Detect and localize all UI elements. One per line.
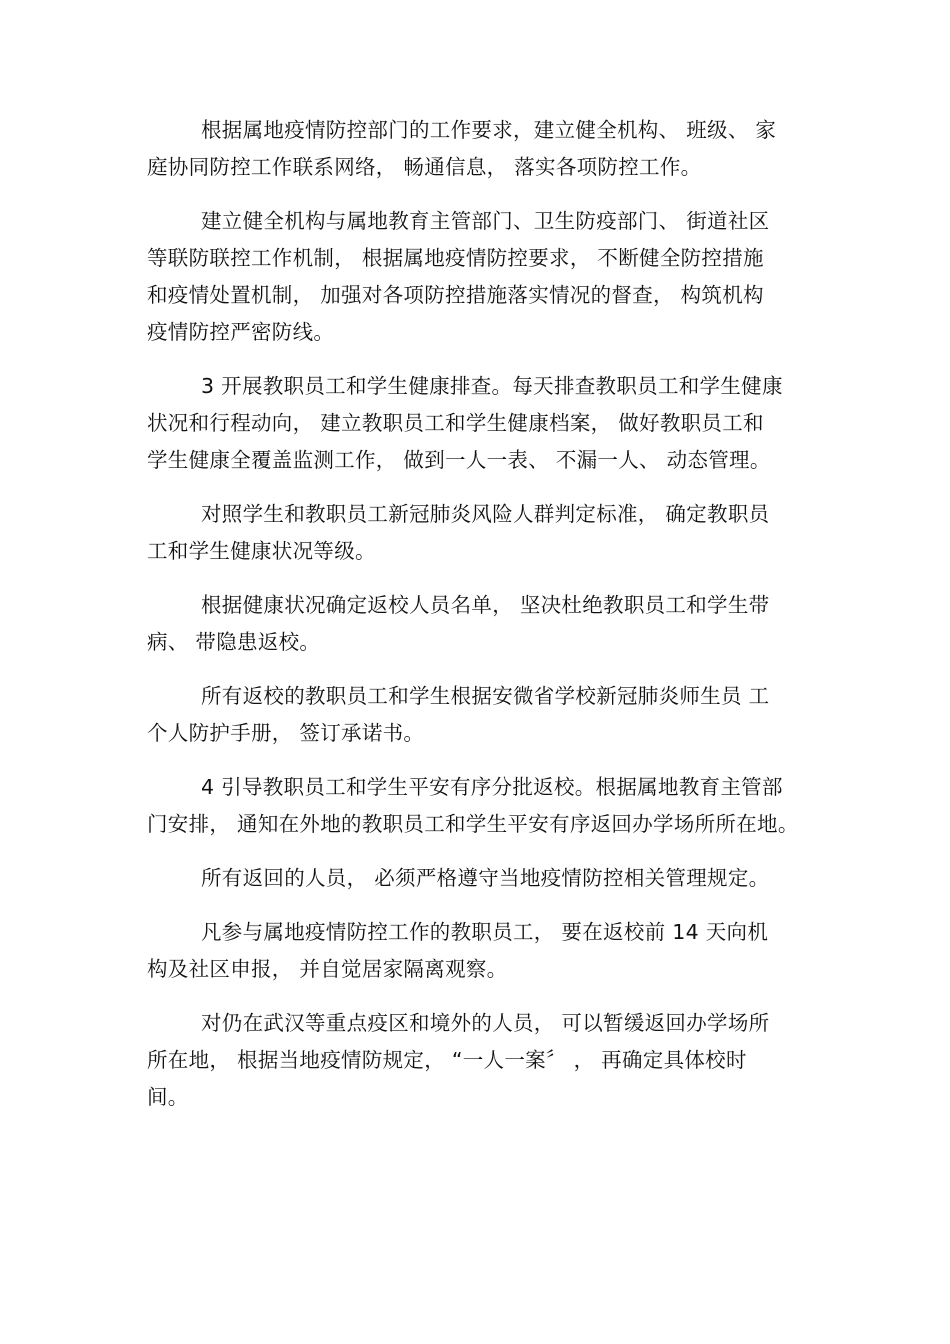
paragraph-8 xyxy=(147,860,812,897)
text-line: 所有返校的教职员工和学生根据安微省学校新冠肺炎师生员 工 xyxy=(201,684,770,708)
paragraph-2 xyxy=(147,203,812,351)
text-line: 所有返回的人员， 必须严格遵守当地疫情防控相关管理规定。 xyxy=(201,866,770,890)
text-line: 工和学生健康状况等级。 xyxy=(147,539,376,563)
text-line: 学生健康全覆盖监测工作， 做到一人一表、 不漏一人、 动态管理。 xyxy=(147,448,771,472)
text-line: 门安排， 通知在外地的教职员工和学生平安有序返回办学场所所在地。 xyxy=(147,812,799,836)
text-line: 3 开展教职员工和学生健康排查。每天排查教职员工和学生健康 xyxy=(201,374,783,398)
text-line: 构及社区申报， 并自觉居家隔离观察。 xyxy=(147,957,508,981)
paragraph-10 xyxy=(147,1005,812,1116)
text-line: 等联防联控工作机制， 根据属地疫情防控要求， 不断健全防控措施 xyxy=(147,246,764,270)
paragraph-6 xyxy=(147,678,812,752)
text-line: 间。 xyxy=(147,1085,189,1109)
paragraph-5 xyxy=(147,587,812,661)
text-line: 状况和行程动向， 建立教职员工和学生健康档案， 做好教职员工和 xyxy=(147,411,764,435)
paragraph-1 xyxy=(147,112,812,186)
text-line: 所在地， 根据当地疫情防规定， “一人一案〞 ， 再确定具体校时 xyxy=(147,1048,747,1072)
document-body xyxy=(147,112,812,1133)
text-line: 个人防护手册， 签订承诺书。 xyxy=(147,721,425,745)
paragraph-4 xyxy=(147,496,812,570)
text-line: 凡参与属地疫情防控工作的教职员工， 要在返校前 14 天向机 xyxy=(201,920,769,944)
text-line: 疫情防控严密防线。 xyxy=(147,320,335,344)
text-line: 病、 带隐患返校。 xyxy=(147,630,321,654)
text-line: 4 引导教职员工和学生平安有序分批返校。根据属地教育主管部 xyxy=(201,775,783,799)
text-line: 对照学生和教职员工新冠肺炎风险人群判定标准， 确定教职员 xyxy=(201,502,770,526)
text-line: 根据属地疫情防控部门的工作要求，建立健全机构、 班级、 家 xyxy=(201,118,777,142)
paragraph-7 xyxy=(147,769,812,843)
text-line: 建立健全机构与属地教育主管部门、卫生防疫部门、 街道社区 xyxy=(201,209,770,233)
text-line: 根据健康状况确定返校人员名单， 坚决杜绝教职员工和学生带 xyxy=(201,593,770,617)
text-line: 庭协同防控工作联系网络， 畅通信息， 落实各项防控工作。 xyxy=(147,155,702,179)
text-line: 对仍在武汉等重点疫区和境外的人员， 可以暂缓返回办学场所 xyxy=(201,1011,770,1035)
paragraph-9 xyxy=(147,914,812,988)
text-line: 和疫情处置机制， 加强对各项防控措施落实情况的督查， 构筑机构 xyxy=(147,283,764,307)
paragraph-3 xyxy=(147,368,812,479)
